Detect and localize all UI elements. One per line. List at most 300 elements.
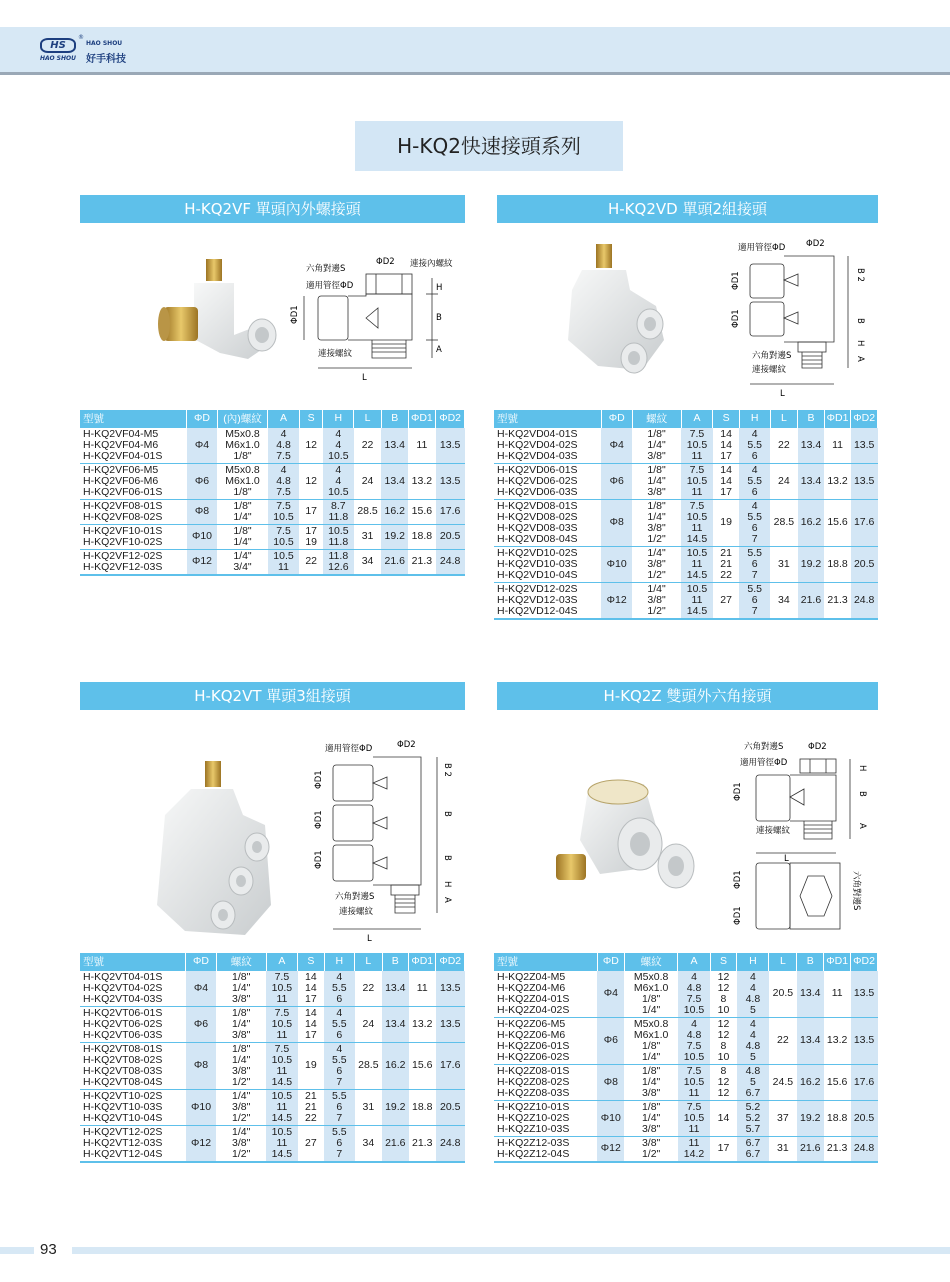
model-cell-line: H-KQ2VD12-04S — [497, 604, 578, 617]
vf-dim-d2: ΦD2 — [376, 257, 395, 267]
s-cell-line: 12 — [305, 438, 318, 451]
page-title: H-KQ2快速接頭系列 — [355, 121, 623, 171]
b-cell: 13.4 — [381, 427, 408, 463]
s-cell-line: 14 — [305, 970, 317, 983]
h-cell-line: 6 — [336, 992, 343, 1005]
diameter-cell: Φ6 — [187, 463, 218, 499]
a-cell-line: 10.5 — [683, 1050, 705, 1063]
thread-cell-line: 1/8" — [232, 970, 251, 983]
s-cell-line: 17 — [305, 1028, 317, 1041]
a-cell-line: 7.5 — [276, 524, 291, 537]
h-cell-line: 6 — [751, 593, 758, 606]
h-cell-line: 12.6 — [328, 560, 349, 573]
thread-cell-line: 3/8" — [641, 1086, 661, 1099]
model-cell-line: H-KQ2VT08-02S — [83, 1053, 163, 1066]
h-cell — [737, 970, 769, 1017]
model-cell — [494, 546, 601, 582]
diameter-cell: Φ6 — [601, 463, 632, 499]
column-header: ΦD — [187, 410, 218, 427]
column-header: H — [324, 953, 355, 970]
column-header: 型號 — [494, 953, 597, 970]
model-cell-line: H-KQ2VT08-03S — [83, 1064, 163, 1077]
table-row — [494, 546, 878, 582]
a-cell-line: 11 — [276, 1028, 288, 1041]
a-cell-line: 4.8 — [686, 1028, 702, 1041]
b-cell: 19.2 — [798, 546, 825, 582]
a-cell-line: 10.5 — [273, 535, 294, 548]
s-cell — [298, 1125, 324, 1162]
d2-cell: 17.6 — [851, 1064, 878, 1100]
h-cell-line: 6 — [751, 557, 758, 570]
thread-cell-line: M5x0.8 — [225, 427, 260, 440]
h-cell-line: 4 — [335, 438, 342, 451]
thread-cell-line: 1/8" — [647, 463, 666, 476]
vf-dim-l: L — [362, 373, 367, 383]
a-cell-line: 11 — [691, 485, 703, 498]
a-cell-line: 11 — [276, 992, 288, 1005]
b-cell: 19.2 — [381, 524, 408, 549]
column-header: 型號 — [494, 410, 601, 427]
diameter-cell: Φ10 — [601, 546, 632, 582]
thread-cell-line: 1/2" — [647, 532, 666, 545]
table-row — [494, 970, 878, 1017]
h-cell-line: 4 — [751, 427, 758, 440]
a-cell-line: 11 — [276, 1064, 288, 1077]
vd-dim-d1-bottom: ΦD1 — [731, 309, 741, 328]
d1-cell: 11 — [408, 427, 436, 463]
a-cell — [266, 1006, 298, 1042]
h-cell-line: 6 — [336, 1100, 343, 1113]
z-dim-d1: ΦD1 — [733, 782, 743, 801]
l-cell: 28.5 — [355, 1042, 382, 1089]
h-cell-line: 10.5 — [328, 485, 349, 498]
h-cell-line: 7 — [336, 1147, 343, 1160]
model-cell-line: H-KQ2VT04-02S — [83, 981, 163, 994]
header-bar — [0, 27, 950, 72]
model-cell-line: H-KQ2Z06-M6 — [497, 1028, 566, 1041]
model-cell-line: H-KQ2Z04-M6 — [497, 981, 566, 994]
model-cell — [494, 427, 601, 463]
model-cell-line: H-KQ2VT06-02S — [83, 1017, 163, 1030]
thread-cell — [624, 1100, 678, 1136]
h-cell-line: 4.8 — [745, 1039, 761, 1052]
model-cell — [80, 1006, 186, 1042]
z-dim-tube: 適用管徑ΦD — [740, 758, 788, 768]
model-cell-line: H-KQ2VT08-04S — [83, 1075, 163, 1088]
thread-cell-line: M6x1.0 — [633, 1028, 669, 1041]
h-cell — [737, 1017, 769, 1064]
table-row — [80, 1006, 465, 1042]
model-cell-line: H-KQ2VF04-M6 — [83, 438, 159, 451]
thread-cell-line: 1/8" — [641, 1039, 661, 1052]
s-cell — [298, 970, 324, 1006]
s-cell — [299, 524, 323, 549]
column-header: A — [268, 410, 300, 427]
model-cell-line: H-KQ2VT06-01S — [83, 1006, 163, 1019]
z-dim-hex-side: 六角對邊S — [851, 871, 861, 911]
vt-dim-hex: 六角對邊S — [335, 892, 375, 902]
thread-cell-line: 1/8" — [232, 1042, 251, 1055]
column-header: B — [381, 410, 408, 427]
l-cell: 34 — [354, 549, 382, 575]
h-cell-line: 4 — [749, 1028, 756, 1041]
thread-cell-line: 1/4" — [647, 582, 666, 595]
s-cell-line: 12 — [717, 1075, 730, 1088]
s-cell-line: 21 — [720, 557, 732, 570]
l-cell: 24 — [770, 463, 798, 499]
l-cell: 22 — [354, 427, 382, 463]
a-cell-line: 14.5 — [271, 1147, 293, 1160]
h-cell — [323, 549, 354, 575]
h-cell — [323, 524, 354, 549]
thread-cell — [216, 970, 266, 1006]
model-cell-line: H-KQ2VF06-M6 — [83, 474, 159, 487]
section-title-kq2vf: H-KQ2VF 單頭內外螺接頭 — [80, 195, 465, 223]
a-cell-line: 10.5 — [271, 1125, 293, 1138]
diameter-cell: Φ12 — [187, 549, 218, 575]
h-cell — [323, 463, 354, 499]
vt-dim-a: A — [442, 897, 452, 903]
b-cell: 21.6 — [797, 1136, 824, 1162]
z-dim-h: H — [857, 765, 867, 772]
vd-dim-thread: 連接螺紋 — [752, 365, 787, 375]
d2-cell: 13.5 — [436, 1006, 465, 1042]
vd-dim-b: B — [855, 318, 865, 324]
a-cell-line: 7.5 — [686, 1039, 702, 1052]
h-cell-line: 7 — [336, 1075, 343, 1088]
d1-cell: 15.6 — [824, 1064, 851, 1100]
thread-cell-line: 1/4" — [647, 474, 666, 487]
a-cell — [268, 427, 300, 463]
thread-cell-line: 3/8" — [232, 1028, 251, 1041]
thread-cell — [624, 970, 678, 1017]
header-divider — [0, 72, 950, 75]
a-cell — [268, 549, 300, 575]
thread-cell — [632, 499, 681, 546]
a-cell-line: 10.5 — [683, 1075, 705, 1088]
model-cell-line: H-KQ2VF08-01S — [83, 499, 163, 512]
model-cell-line: H-KQ2Z04-02S — [497, 1003, 570, 1016]
model-cell-line: H-KQ2VF04-M5 — [83, 427, 159, 440]
thread-cell — [632, 463, 681, 499]
model-cell-line: H-KQ2Z10-02S — [497, 1111, 570, 1124]
h-cell — [739, 582, 770, 619]
vf-dim-b: B — [436, 313, 442, 323]
s-cell — [299, 463, 323, 499]
z-dim-d1-side-2: ΦD1 — [733, 906, 743, 925]
h-cell-line: 4 — [336, 970, 343, 983]
l-cell: 24 — [355, 1006, 382, 1042]
s-cell — [713, 499, 740, 546]
model-cell-line: H-KQ2Z04-01S — [497, 992, 570, 1005]
thread-cell-line: M5x0.8 — [633, 1017, 669, 1030]
diameter-cell: Φ4 — [186, 970, 217, 1006]
l-cell: 28.5 — [354, 499, 382, 524]
model-cell-line: H-KQ2VF12-03S — [83, 560, 163, 573]
model-cell — [494, 582, 601, 619]
s-cell-line: 14 — [720, 474, 732, 487]
model-cell — [80, 1089, 186, 1125]
model-cell-line: H-KQ2VT10-02S — [83, 1089, 163, 1102]
thread-cell — [217, 524, 267, 549]
model-cell — [80, 549, 187, 575]
model-cell — [494, 970, 597, 1017]
d2-cell: 13.5 — [851, 427, 878, 463]
b-cell: 21.6 — [381, 549, 408, 575]
a-cell-line: 14.5 — [686, 604, 708, 617]
d1-cell: 18.8 — [824, 1100, 851, 1136]
model-cell-line: H-KQ2VT12-04S — [83, 1147, 163, 1160]
a-cell-line: 10.5 — [686, 510, 708, 523]
vd-dim-tube: 適用管徑ΦD — [738, 243, 786, 253]
column-header: B — [797, 953, 824, 970]
footer-line-left — [0, 1247, 34, 1254]
b-cell: 13.4 — [798, 463, 825, 499]
s-cell-line: 17 — [305, 992, 317, 1005]
s-cell-line: 19 — [720, 516, 732, 528]
thread-cell — [217, 463, 267, 499]
h-cell — [739, 546, 770, 582]
thread-cell-line: 1/8" — [233, 449, 252, 462]
s-cell — [298, 1042, 324, 1089]
a-cell-line: 11 — [688, 1122, 700, 1135]
model-cell — [80, 970, 186, 1006]
d1-cell: 15.6 — [409, 1042, 436, 1089]
h-cell — [324, 1089, 355, 1125]
model-cell — [494, 499, 601, 546]
s-cell-line: 17 — [717, 1142, 730, 1154]
h-cell — [737, 1100, 769, 1136]
s-cell — [298, 1006, 324, 1042]
thread-cell-line: 1/2" — [647, 604, 666, 617]
model-cell-line: H-KQ2VF12-02S — [83, 549, 163, 562]
model-cell — [80, 463, 187, 499]
model-cell-line: H-KQ2VD08-04S — [497, 532, 578, 545]
diameter-cell: Φ4 — [187, 427, 218, 463]
thread-cell — [217, 549, 267, 575]
model-cell-line: H-KQ2VD06-02S — [497, 474, 578, 487]
column-header: 螺紋 — [632, 410, 681, 427]
h-cell-line: 5.7 — [745, 1122, 761, 1135]
column-header: A — [266, 953, 298, 970]
thread-cell-line: 1/2" — [232, 1147, 251, 1160]
thread-cell-line: 1/8" — [641, 1064, 661, 1077]
diameter-cell: Φ10 — [186, 1089, 217, 1125]
a-cell-line: 7.5 — [274, 1006, 290, 1019]
l-cell: 22 — [770, 427, 798, 463]
s-cell-line: 14 — [305, 1017, 317, 1030]
s-cell — [299, 549, 323, 575]
a-cell-line: 10.5 — [686, 582, 708, 595]
h-cell-line: 5.5 — [747, 438, 763, 451]
column-header: 型號 — [80, 410, 187, 427]
model-cell-line: H-KQ2VF06-M5 — [83, 463, 159, 476]
h-cell-line: 6 — [751, 485, 758, 498]
diameter-cell: Φ10 — [597, 1100, 624, 1136]
h-cell-line: 5.5 — [747, 510, 763, 523]
h-cell-line: 10.5 — [328, 449, 349, 462]
a-cell-line: 10.5 — [271, 981, 293, 994]
column-header: B — [798, 410, 825, 427]
s-cell — [710, 1017, 737, 1064]
h-cell-line: 5.5 — [747, 582, 763, 595]
model-cell-line: H-KQ2VD08-03S — [497, 521, 578, 534]
thread-cell-line: 3/8" — [647, 485, 666, 498]
s-cell — [710, 1136, 737, 1162]
s-cell — [299, 427, 323, 463]
model-cell-line: H-KQ2VD10-03S — [497, 557, 578, 570]
table-row — [80, 499, 465, 524]
h-cell — [739, 427, 770, 463]
model-cell-line: H-KQ2VF08-02S — [83, 510, 163, 523]
column-header: L — [770, 410, 798, 427]
h-cell-line: 4 — [336, 1042, 343, 1055]
model-cell-line: H-KQ2VT12-03S — [83, 1136, 163, 1149]
column-header: ΦD — [186, 953, 217, 970]
model-cell — [494, 463, 601, 499]
thread-cell-line: 3/8" — [232, 1136, 251, 1149]
a-cell — [681, 546, 713, 582]
vf-dim-inner-thread: 連接內螺紋 — [410, 259, 453, 269]
a-cell-line: 14.5 — [271, 1111, 293, 1124]
thread-cell-line: M6x1.0 — [633, 981, 669, 994]
column-header: ΦD1 — [409, 953, 436, 970]
a-cell-line: 10.5 — [686, 474, 708, 487]
table-row — [494, 1017, 878, 1064]
model-cell-line: H-KQ2VT10-03S — [83, 1100, 163, 1113]
thread-cell-line: 1/4" — [233, 535, 252, 548]
kq2vt-spec-table — [80, 953, 465, 1163]
thread-cell — [632, 427, 681, 463]
section-title-kq2vd: H-KQ2VD 單頭2組接頭 — [497, 195, 878, 223]
a-cell-line: 14.5 — [686, 568, 708, 581]
a-cell — [266, 1089, 298, 1125]
thread-cell-line: 1/4" — [232, 1125, 251, 1138]
s-cell — [298, 1089, 324, 1125]
h-cell-line: 5.5 — [332, 1089, 347, 1102]
table-row — [494, 1100, 878, 1136]
diameter-cell: Φ12 — [597, 1136, 624, 1162]
a-cell — [681, 463, 713, 499]
b-cell: 16.2 — [797, 1064, 824, 1100]
b-cell: 19.2 — [797, 1100, 824, 1136]
s-cell-line: 14 — [720, 427, 732, 440]
h-cell-line: 6 — [336, 1064, 343, 1077]
a-cell-line: 7.5 — [689, 427, 705, 440]
a-cell-line: 14.5 — [686, 532, 708, 545]
thread-cell — [217, 499, 267, 524]
thread-cell — [624, 1136, 678, 1162]
h-cell-line: 5.5 — [332, 1125, 347, 1138]
vt-dim-thread: 連接螺紋 — [339, 907, 374, 917]
a-cell-line: 10.5 — [686, 546, 708, 559]
vf-dim-h: H — [436, 283, 443, 293]
d1-cell: 18.8 — [824, 546, 851, 582]
model-cell-line: H-KQ2VF10-01S — [83, 524, 163, 537]
thread-cell-line: M5x0.8 — [633, 970, 669, 983]
b-cell: 13.4 — [382, 970, 408, 1006]
l-cell: 31 — [354, 524, 382, 549]
thread-cell-line: 3/8" — [232, 1064, 251, 1077]
thread-cell-line: 1/4" — [232, 1089, 251, 1102]
a-cell — [678, 1136, 710, 1162]
model-cell-line: H-KQ2VF10-02S — [83, 535, 163, 548]
model-cell-line: H-KQ2VD12-02S — [497, 582, 578, 595]
a-cell-line: 7.5 — [689, 463, 705, 476]
a-cell-line: 7.5 — [686, 992, 702, 1005]
a-cell-line: 7.5 — [276, 499, 291, 512]
d1-cell: 13.2 — [824, 1017, 851, 1064]
a-cell — [678, 1100, 710, 1136]
h-cell-line: 6 — [751, 449, 758, 462]
s-cell — [713, 582, 740, 619]
z-dim-d1-side: ΦD1 — [733, 870, 743, 889]
b-cell: 13.4 — [382, 1006, 408, 1042]
h-cell-line: 11.8 — [328, 510, 349, 523]
l-cell: 31 — [355, 1089, 382, 1125]
thread-cell-line: M5x0.8 — [225, 463, 260, 476]
thread-cell-line: 1/2" — [641, 1147, 661, 1160]
model-cell-line: H-KQ2Z10-03S — [497, 1122, 570, 1135]
thread-cell — [217, 427, 267, 463]
z-dim-l: L — [784, 854, 789, 864]
s-cell-line: 10 — [717, 1003, 730, 1016]
table-row — [80, 463, 465, 499]
diameter-cell: Φ8 — [187, 499, 218, 524]
h-cell — [737, 1064, 769, 1100]
model-cell — [494, 1064, 597, 1100]
column-header: H — [737, 953, 769, 970]
model-cell-line: H-KQ2VT12-02S — [83, 1125, 163, 1138]
d1-cell: 21.3 — [408, 549, 436, 575]
kq2vf-spec-table — [80, 410, 465, 576]
a-cell-line: 4 — [691, 1017, 697, 1030]
column-header: ΦD1 — [824, 953, 851, 970]
s-cell-line: 17 — [305, 505, 318, 517]
d1-cell: 11 — [824, 427, 851, 463]
a-cell — [266, 1125, 298, 1162]
model-cell-line: H-KQ2VD04-02S — [497, 438, 578, 451]
s-cell-line: 12 — [717, 1017, 730, 1030]
d2-cell: 13.5 — [851, 1017, 878, 1064]
thread-cell — [216, 1042, 266, 1089]
a-cell — [266, 1042, 298, 1089]
h-cell-line: 4 — [751, 463, 758, 476]
h-cell — [324, 1125, 355, 1162]
a-cell — [268, 524, 300, 549]
a-cell-line: 7.5 — [686, 1100, 702, 1113]
l-cell: 24 — [354, 463, 382, 499]
column-header: L — [354, 410, 382, 427]
thread-cell-line: 1/4" — [647, 438, 666, 451]
z-dim-a: A — [857, 823, 867, 829]
h-cell-line: 4.8 — [745, 992, 761, 1005]
a-cell — [678, 1064, 710, 1100]
l-cell: 28.5 — [770, 499, 798, 546]
h-cell-line: 6.7 — [745, 1086, 761, 1099]
model-cell — [494, 1136, 597, 1162]
thread-cell-line: 1/4" — [647, 546, 666, 559]
logo-mark: HS — [40, 38, 76, 53]
h-cell-line: 6.7 — [745, 1147, 761, 1160]
table-row — [494, 582, 878, 619]
column-header: S — [713, 410, 740, 427]
diameter-cell: Φ4 — [601, 427, 632, 463]
s-cell — [710, 970, 737, 1017]
thread-cell-line: 1/4" — [641, 1111, 661, 1124]
a-cell-line: 4.8 — [276, 438, 291, 451]
column-header: 螺紋 — [624, 953, 678, 970]
